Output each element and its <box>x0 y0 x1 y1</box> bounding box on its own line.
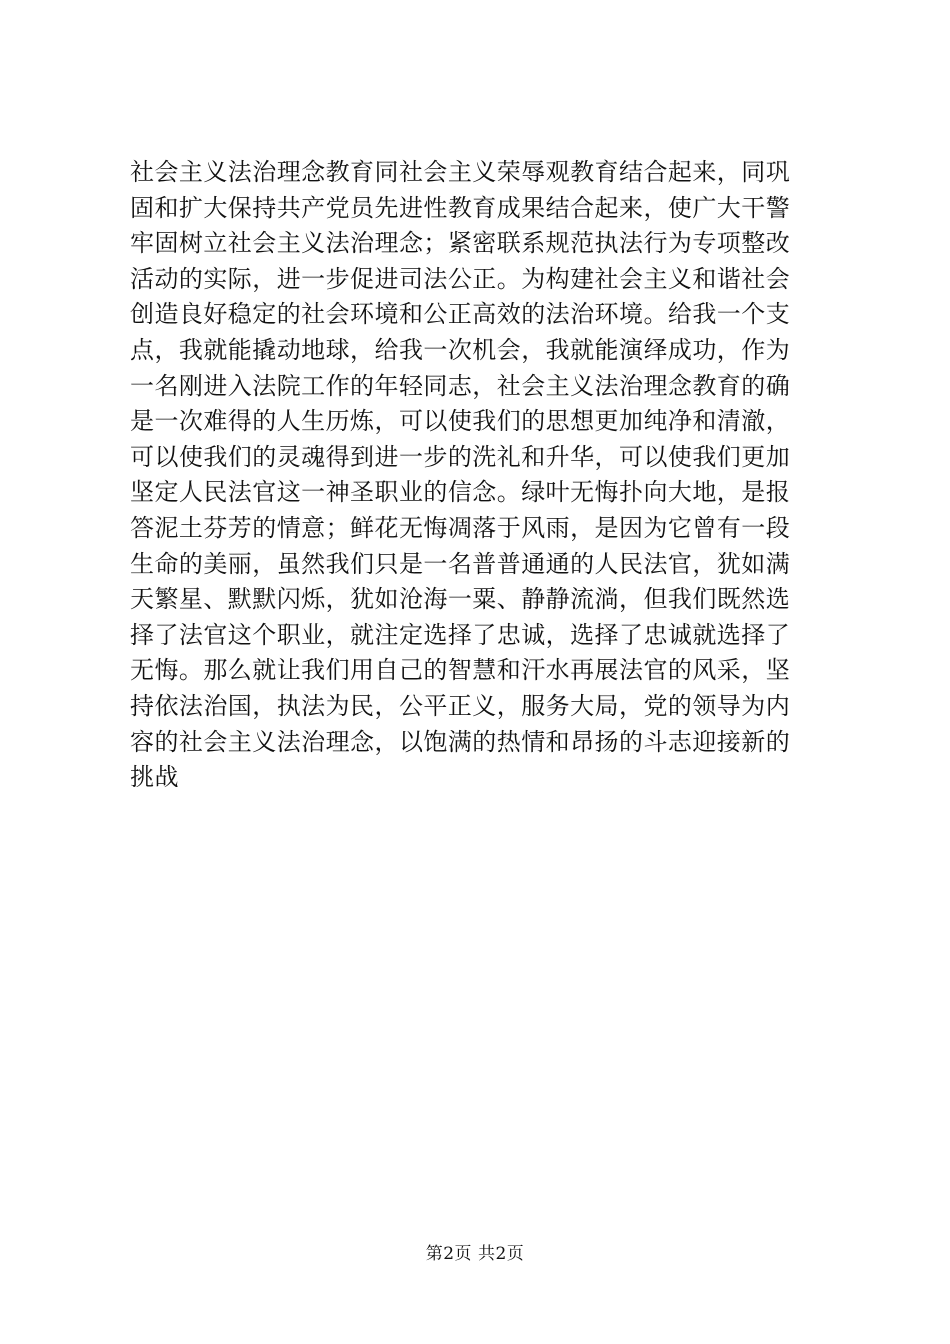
paragraph-line: 挑战 <box>130 763 179 792</box>
paragraph-line: 答泥土芬芳的情意；鲜花无悔凋落于风雨，是因为它曾有一段 <box>130 513 791 542</box>
paragraph-line: 是一次难得的人生历炼，可以使我们的思想更加纯净和清澈， <box>130 407 791 436</box>
body-paragraph <box>130 155 820 796</box>
paragraph-line: 活动的实际，进一步促进司法公正。为构建社会主义和谐社会 <box>130 264 791 293</box>
paragraph-line: 生命的美丽，虽然我们只是一名普普通通的人民法官，犹如满 <box>130 549 791 578</box>
paragraph-line: 择了法官这个职业，就注定选择了忠诚，选择了忠诚就选择了 <box>130 620 791 649</box>
paragraph-line: 坚定人民法官这一神圣职业的信念。绿叶无悔扑向大地，是报 <box>130 478 791 507</box>
paragraph-line: 容的社会主义法治理念，以饱满的热情和昂扬的斗志迎接新的 <box>130 727 791 756</box>
paragraph-line: 社会主义法治理念教育同社会主义荣辱观教育结合起来，同巩 <box>130 158 791 186</box>
paragraph-line: 天繁星、默默闪烁，犹如沧海一粟、静静流淌，但我们既然选 <box>130 585 791 614</box>
paragraph-line: 持依法治国，执法为民，公平正义，服务大局，党的领导为内 <box>130 691 791 720</box>
paragraph-line: 创造良好稳定的社会环境和公正高效的法治环境。给我一个支 <box>130 300 791 329</box>
paragraph-line: 无悔。那么就让我们用自己的智慧和汗水再展法官的风采，坚 <box>130 656 791 685</box>
paragraph-line: 点，我就能撬动地球，给我一次机会，我就能演绎成功，作为 <box>130 335 791 364</box>
page-number-footer: 第2页 共2页 <box>425 1244 525 1264</box>
paragraph-line: 固和扩大保持共产党员先进性教育成果结合起来，使广大干警 <box>130 193 791 222</box>
paragraph-line: 牢固树立社会主义法治理念；紧密联系规范执法行为专项整改 <box>130 229 791 258</box>
paragraph-line: 可以使我们的灵魂得到进一步的洗礼和升华，可以使我们更加 <box>130 442 791 471</box>
paragraph-line: 一名刚进入法院工作的年轻同志，社会主义法治理念教育的确 <box>130 371 791 400</box>
